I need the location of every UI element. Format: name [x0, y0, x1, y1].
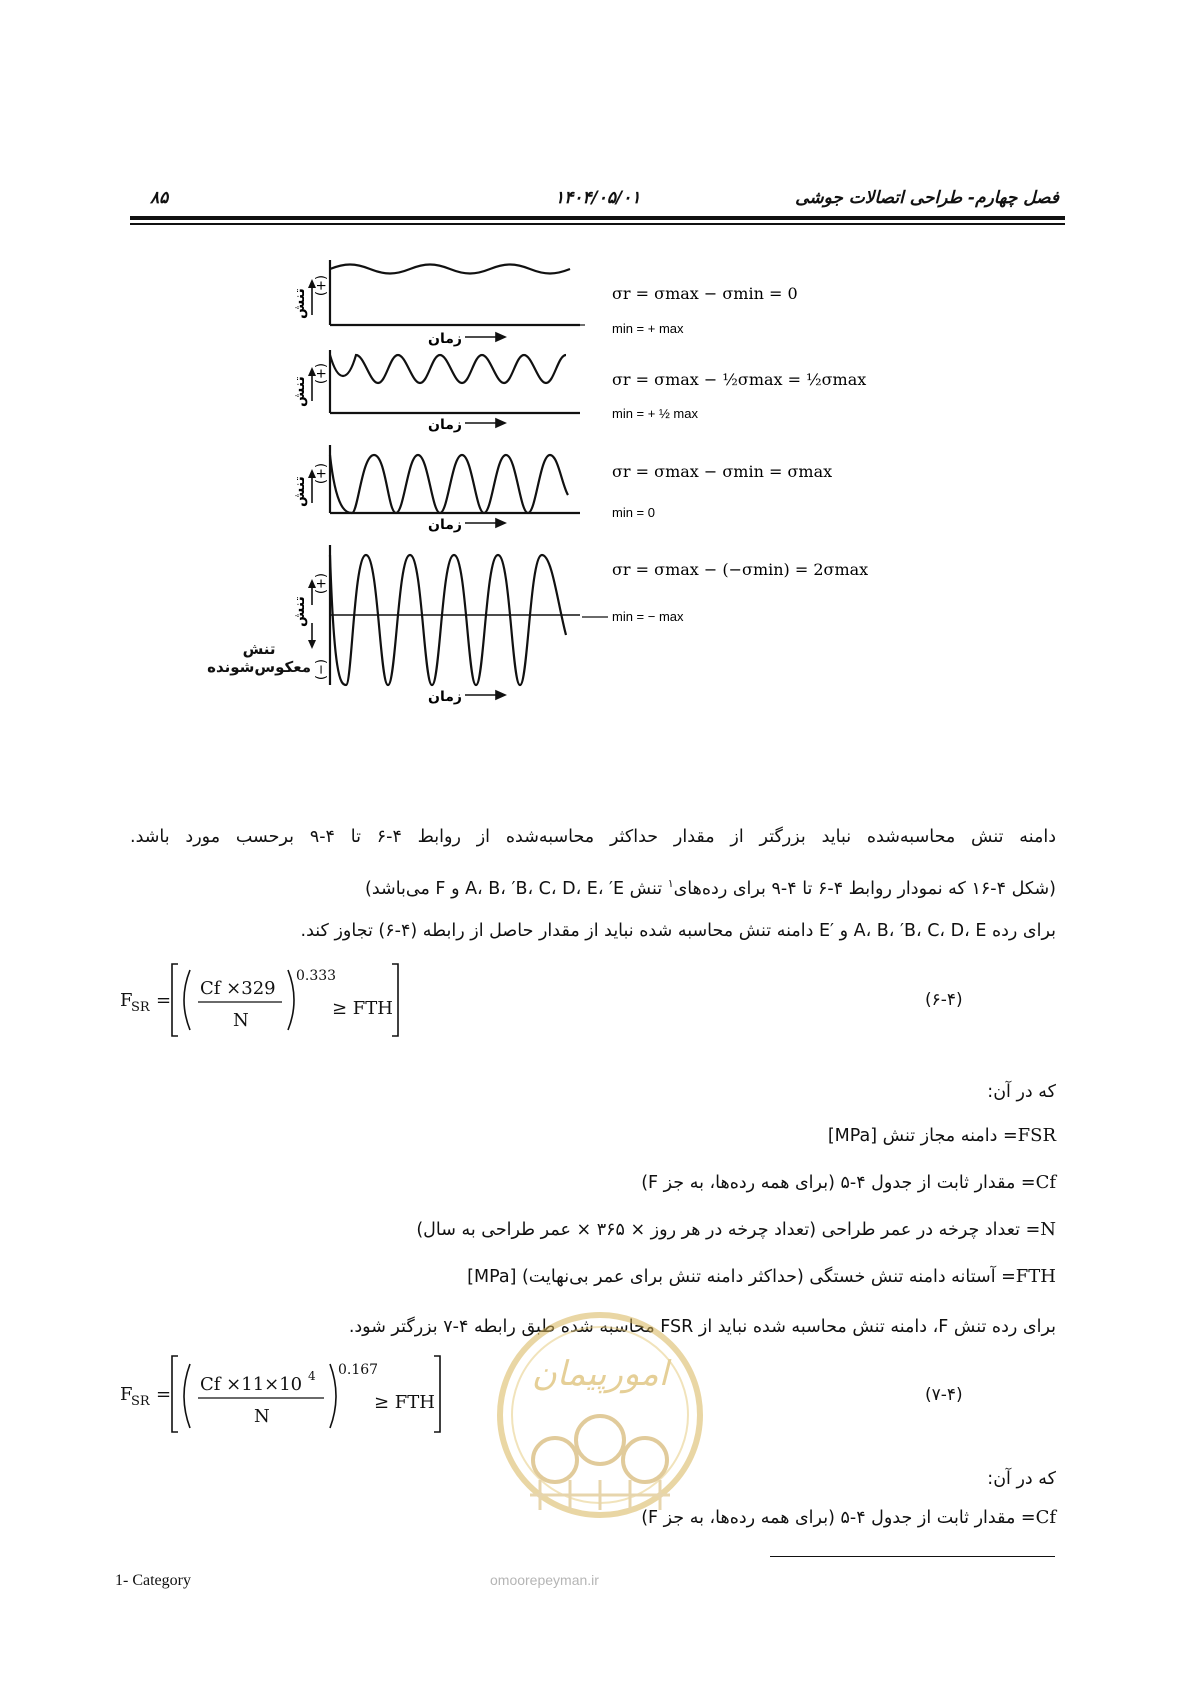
eq2-numerator: Cf ×11×10 — [200, 1374, 303, 1395]
paragraph-2-part-a: (شکل ۴-۱۶ که نمودار روابط ۴-۶ تا ۴-۹ برای رده‌های — [673, 878, 1056, 899]
watermark-logo-text: امورپیمان — [531, 1354, 669, 1394]
def-n: N= تعداد چرخه در عمر طراحی (تعداد چرخه در هر روز × ۳۶۵ × عمر طراحی به سال) — [416, 1219, 1056, 1240]
plus-sign-2: (+) — [313, 363, 328, 385]
stress-label-4: تنش — [292, 596, 308, 627]
stress-cycle-figure — [292, 255, 870, 765]
stress-label-3: تنش — [292, 476, 308, 507]
minus-sign-4: (−) — [313, 659, 328, 681]
plus-sign-4: (+) — [313, 573, 328, 595]
formula-1: σr = σmax − σmin = 0 — [612, 284, 798, 303]
svg-text:SR: SR — [131, 1000, 150, 1015]
wave-panel-4 — [330, 555, 566, 685]
svg-text:=: = — [156, 1384, 172, 1405]
def-cf-2: Cf= مقدار ثابت از جدول ۴-۵ (برای همه رده‌ها، به جز F) — [641, 1507, 1056, 1528]
time-label-4: زمان — [428, 689, 462, 705]
formula-3: σr = σmax − σmin = σmax — [612, 462, 833, 481]
svg-text:SR: SR — [131, 1394, 150, 1409]
equation-7-4 — [118, 1352, 458, 1436]
where-label-2: که در آن: — [987, 1469, 1056, 1489]
formula-2: σr = σmax − ½σmax = ½σmax — [612, 370, 867, 389]
formula-4: σr = σmax − (−σmin) = 2σmax — [612, 560, 869, 579]
watermark-url: omoorepeyman.ir — [490, 1572, 599, 1588]
eq1-threshold: ≥ FTH — [332, 998, 393, 1019]
plus-sign-3: (+) — [313, 463, 328, 485]
def-fth: FTH= آستانه دامنه تنش خستگی (حداکثر دامنه تنش برای عمر بی‌نهایت) [MPa] — [467, 1266, 1056, 1287]
plus-sign-1: (+) — [313, 275, 328, 297]
reversed-label-line2: معکوس‌شونده — [207, 658, 311, 676]
wave-panel-1 — [330, 265, 570, 274]
svg-text:F: F — [120, 1384, 133, 1405]
page-number: ۸۵ — [150, 188, 169, 208]
paragraph-1: دامنه تنش محاسبه‌شده نباید بزرگتر از مقدار حداکثر محاسبه‌شده از روابط ۴-۶ تا ۴-۹ برحسب مورد باشد. — [130, 827, 1056, 847]
footnote-marker: ۱ — [667, 877, 674, 890]
min-label-2: min = + ½ max — [612, 406, 698, 421]
eq1-denominator: N — [233, 1010, 249, 1031]
header-date: ۱۴۰۴/۰۵/۰۱ — [555, 188, 641, 208]
svg-text:=: = — [156, 990, 172, 1011]
paragraph-3: برای رده A، B، ′B، C، D، E و ′E دامنه تنش محاسبه شده نباید از مقدار حاصل از رابطه (۴-۶) تجاوز کند. — [300, 921, 1056, 941]
equation-2-label: (۷-۴) — [925, 1385, 963, 1405]
def-cf: Cf= مقدار ثابت از جدول ۴-۵ (برای همه رده‌ها، به جز F) — [641, 1172, 1056, 1193]
min-label-1: min = + max — [612, 321, 684, 336]
equation-6-4 — [118, 960, 418, 1040]
time-label-3: زمان — [428, 517, 462, 533]
min-label-4: min = − max — [612, 609, 684, 624]
wave-panel-2 — [330, 355, 566, 383]
def-fsr: FSR= دامنه مجاز تنش [MPa] — [827, 1125, 1056, 1146]
equation-1-label: (۶-۴) — [925, 990, 963, 1010]
reversed-label-line1: تنش — [242, 640, 276, 658]
reversed-stress-label — [207, 640, 311, 676]
time-label-1: زمان — [428, 331, 462, 347]
header-rule-thin — [130, 223, 1065, 225]
time-label-2: زمان — [428, 417, 462, 433]
paragraph-2 — [365, 870, 1056, 903]
eq1-exponent: 0.333 — [296, 968, 337, 984]
where-label-1: که در آن: — [987, 1082, 1056, 1102]
footnote-rule — [770, 1556, 1055, 1557]
eq2-threshold: ≥ FTH — [374, 1392, 435, 1413]
paragraph-2-part-b: تنش A، B، ′B، C، D، E، ′E و F می‌باشد) — [365, 878, 668, 899]
eq2-exponent: 0.167 — [338, 1362, 379, 1378]
eq2-numerator-exponent: 4 — [308, 1369, 316, 1383]
eq2-denominator: N — [254, 1406, 270, 1427]
paragraph-4: برای رده تنش F، دامنه تنش محاسبه شده نباید از FSR محاسبه شده طبق رابطه ۴-۷ بزرگتر شود. — [348, 1317, 1056, 1337]
wave-panel-3 — [330, 455, 568, 513]
chapter-title: فصل چهارم- طراحی اتصالات جوشی — [795, 188, 1059, 208]
eq1-numerator: Cf ×329 — [200, 978, 276, 999]
header-rule-thick — [130, 216, 1065, 220]
stress-label-2: تنش — [292, 376, 308, 407]
stress-label-1: تنش — [292, 288, 308, 319]
footnote: 1- Category — [115, 1572, 191, 1589]
svg-text:F: F — [120, 990, 133, 1011]
min-label-3: min = 0 — [612, 505, 655, 520]
